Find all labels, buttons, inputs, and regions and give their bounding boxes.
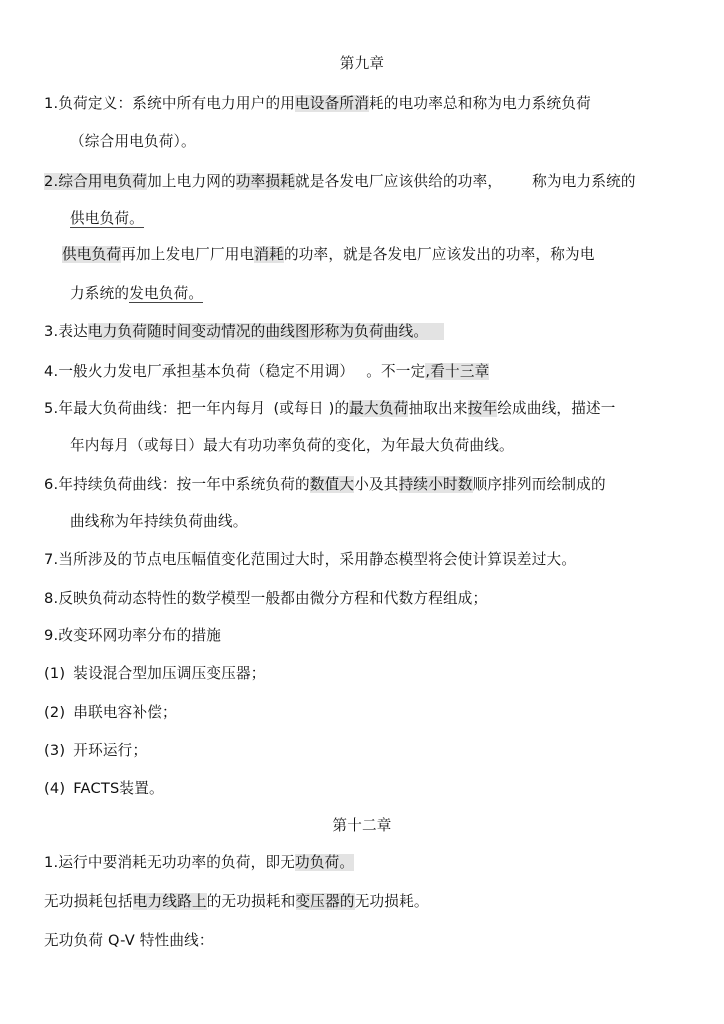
chapter-12-title: 第十二章 xyxy=(332,817,392,834)
chapter-9-title: 第九章 xyxy=(339,55,385,72)
ch12-item-1-text: 1.运行中要消耗无功功率的负荷，即无 xyxy=(44,854,296,871)
item-4-text-a: 4.一般火力发电厂承担基本负荷（稳定不用调） xyxy=(44,363,355,380)
item-2b-text-c: 力系统的 xyxy=(70,285,130,302)
item-6-text-a: 6.年持续负荷曲线：按一年中系统负荷的 xyxy=(44,476,310,493)
item-4 xyxy=(44,362,489,382)
item-2b-text-a: 再加上发电厂厂用电 xyxy=(121,246,255,263)
item-5-line-1 xyxy=(44,399,616,419)
measure-item xyxy=(44,741,147,761)
item-1-highlight: 电设备所消 xyxy=(295,95,370,112)
item-1-text-b: 耗的电功率总和称为电力系统负荷 xyxy=(369,95,591,112)
measure-number: (2) xyxy=(44,704,66,721)
item-2-underlined-term: 供电负荷。 xyxy=(70,210,144,227)
item-5-text-b: (或每日 )的 xyxy=(273,400,350,417)
item-2b-highlight-2: 消耗 xyxy=(254,246,284,263)
item-2b-line-1 xyxy=(62,245,595,265)
ch12-item-1 xyxy=(44,853,354,873)
item-4-text-b: 。不一定 xyxy=(366,363,426,380)
ch12-line-2 xyxy=(44,892,429,912)
item-1-line-1 xyxy=(44,94,591,114)
measure-text: 装设混合型加压调压变压器； xyxy=(73,665,266,682)
item-7: 7.当所涉及的节点电压幅值变化范围过大时，采用静态模型将会使计算误差过大。 xyxy=(44,551,577,568)
item-5-text-c: 抽取出来 xyxy=(408,400,468,417)
ch12-line-2-highlight-2: 变压器的 xyxy=(295,893,355,910)
item-5-text-a: 5.年最大负荷曲线：把一年内每月 xyxy=(44,400,266,417)
item-6-highlight-2: 持续小时数 xyxy=(398,476,473,493)
item-3 xyxy=(44,322,444,342)
item-2-highlight-1: 2.综合用电负荷 xyxy=(44,173,148,190)
item-2-text-c: 称为电力系统的 xyxy=(532,173,636,190)
item-3-text-a: 3.表达 xyxy=(44,323,88,340)
item-6-text-c: 顺序排列而绘制成的 xyxy=(472,476,606,493)
ch12-line-2-highlight-1: 电力线路上 xyxy=(132,893,207,910)
measure-item xyxy=(44,664,266,684)
item-5-highlight-2: 按年 xyxy=(467,400,498,417)
ch12-item-1-highlight: 功负荷。 xyxy=(295,854,355,871)
item-6-text-b: 小及其 xyxy=(354,476,399,493)
measure-text: 串联电容补偿； xyxy=(73,704,177,721)
item-2b-underlined-term: 发电负荷。 xyxy=(129,285,204,302)
item-4-highlight: ,看十三章 xyxy=(425,363,490,380)
item-2b-text-b: 的功率，就是各发电厂应该发出的功率，称为电 xyxy=(283,246,595,263)
item-2b-highlight-1: 供电负荷 xyxy=(62,246,122,263)
measure-number: (4) xyxy=(44,780,66,797)
item-5-text-d: 绘成曲线，描述一 xyxy=(497,400,616,417)
measure-number: (1) xyxy=(44,665,66,682)
item-5-line-2: 年内每月（或每日）最大有功功率负荷的变化，为年最大负荷曲线。 xyxy=(70,437,514,454)
item-2-line-2 xyxy=(70,209,144,229)
item-2-highlight-2: 功率损耗 xyxy=(235,173,296,190)
measure-text: 开环运行； xyxy=(73,742,148,759)
measure-item xyxy=(44,779,164,799)
item-6-line-1 xyxy=(44,475,606,495)
ch12-line-2-text-a: 无功损耗包括 xyxy=(44,893,133,910)
item-3-highlight: 电力负荷随时间变动情况的曲线图形称为负荷曲线。 xyxy=(88,323,444,340)
item-9: 9.改变环网功率分布的措施 xyxy=(44,627,222,644)
ch12-line-3: 无功负荷 Q-V 特性曲线： xyxy=(44,932,214,949)
item-6-line-2: 曲线称为年持续负荷曲线。 xyxy=(70,513,248,530)
item-2b-line-2 xyxy=(70,284,203,304)
item-1-line-2: （综合用电负荷）。 xyxy=(70,133,196,150)
measure-text: FACTS装置。 xyxy=(73,780,164,797)
item-8: 8.反映负荷动态特性的数学模型一般都由微分方程和代数方程组成； xyxy=(44,590,488,607)
ch12-line-2-text-c: 无功损耗。 xyxy=(354,893,429,910)
item-2-text-a: 加上电力网的 xyxy=(147,173,236,190)
item-2-text-b: 就是各发电厂应该供给的功率， xyxy=(295,173,503,190)
ch12-line-2-text-b: 的无功损耗和 xyxy=(206,893,296,910)
item-5-highlight-1: 最大负荷 xyxy=(349,400,409,417)
item-6-highlight-1: 数值大 xyxy=(309,476,355,493)
measure-item xyxy=(44,703,177,723)
item-1-text-a: 1.负荷定义：系统中所有电力用户的用 xyxy=(44,95,296,112)
item-2-line-1 xyxy=(44,172,636,192)
measure-number: (3) xyxy=(44,742,66,759)
